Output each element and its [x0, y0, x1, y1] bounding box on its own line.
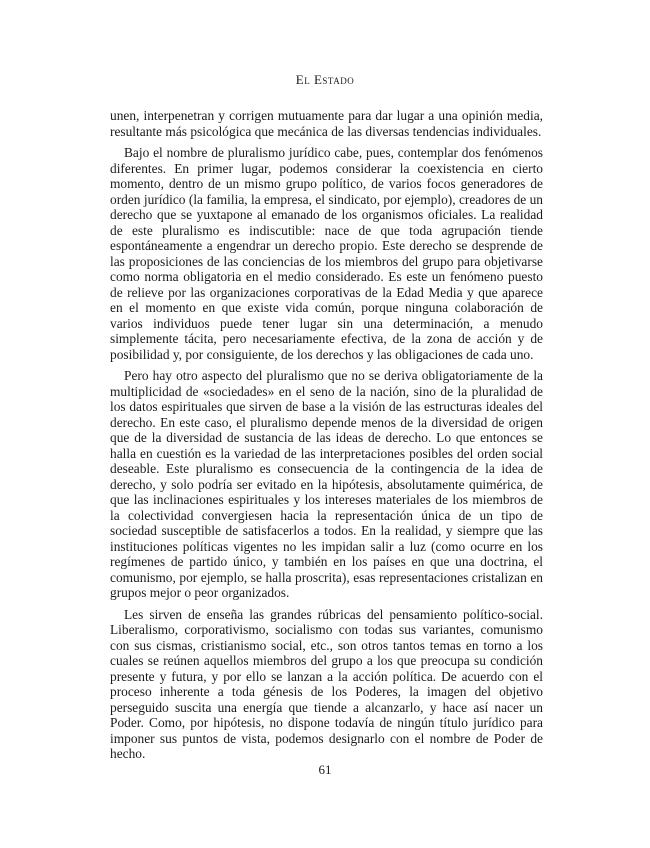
- page-number: 61: [318, 762, 332, 777]
- running-header: El Estado: [295, 72, 355, 87]
- paragraph: Pero hay otro aspecto del pluralismo que no se deriva obligatoriamente de la multiplicidad de «sociedades» en el seno de la nación, sino de la pluralidad de los datos espirituales que sirven de base a la visión de las estructuras ideales del derecho. En este caso, el pluralismo depende menos de la diversidad de origen que de la diversidad de sustancia de las ideas de derecho. Lo que entonces se halla en cuestión es la variedad de las interpretaciones posibles del orden social deseable. Este pluralismo es consecuencia de la contingencia de la idea de derecho, y solo podría ser evitado en la hipótesis, absolutamente quimérica, de que las inclinaciones espirituales y los intereses materiales de los miembros de la colectividad convergiesen hacia la representación única de un tipo de sociedad susceptible de satisfacerlos a todos. En la realidad, y siempre que las instituciones políticas vigentes no les impidan salir a luz (como ocurre en los regímenes de partido único, y también en los países en que una doctrina, el comunismo, por ejemplo, se halla proscrita), esas representaciones cristalizan en grupos mejor o peor organizados.: [110, 368, 543, 600]
- paragraph: Les sirven de enseña las grandes rúbricas del pensamiento político-social. Liberalismo, corporativismo, socialismo con todas sus variantes, comunismo con sus cismas, cristianismo social, etc., son otros tantos temas en torno a los cuales se reúnen aquellos miembros del grupo a los que preocupa su condición presente y futura, y por ello se lanzan a la acción política. De acuerdo con el proceso inherente a toda génesis de los Poderes, la imagen del objetivo perseguido suscita una energía que tiende a alcanzarlo, y hace así nacer un Poder. Como, por hipótesis, no dispone todavía de ningún título jurídico para imponer sus puntos de vista, podemos designarlo con el nombre de Poder de hecho.: [110, 606, 543, 761]
- body-text: [110, 108, 543, 768]
- paragraph: Bajo el nombre de pluralismo jurídico cabe, pues, contemplar dos fenómenos diferentes. En primer lugar, podemos considerar la coexistencia en cierto momento, dentro de un mismo grupo político, de varios focos generadores de orden jurídico (la familia, la empresa, el sindicato, por ejemplo), creadores de un derecho que se yuxtapone al emanado de los organismos oficiales. La realidad de este pluralismo es indiscutible: nace de que toda agrupación tiende espontáneamente a engendrar un derecho propio. Este derecho se desprende de las proposiciones de las conciencias de los miembros del grupo para objetivarse como norma obligatoria en el medio considerado. Es este un fenómeno puesto de relieve por las organizaciones corporativas de la Edad Media y que aparece en el momento en que existe vida común, porque ninguna colaboración de varios individuos puede tener lugar sin una determinación, a menudo simplemente tácita, pero necesariamente efectiva, de la zona de acción y de posibilidad y, por consiguiente, de los derechos y las obligaciones de cada uno.: [110, 145, 543, 362]
- paragraph: unen, interpenetran y corrigen mutuamente para dar lugar a una opinión media, resultante más psicológica que mecánica de las diversas tendencias individuales.: [110, 108, 543, 139]
